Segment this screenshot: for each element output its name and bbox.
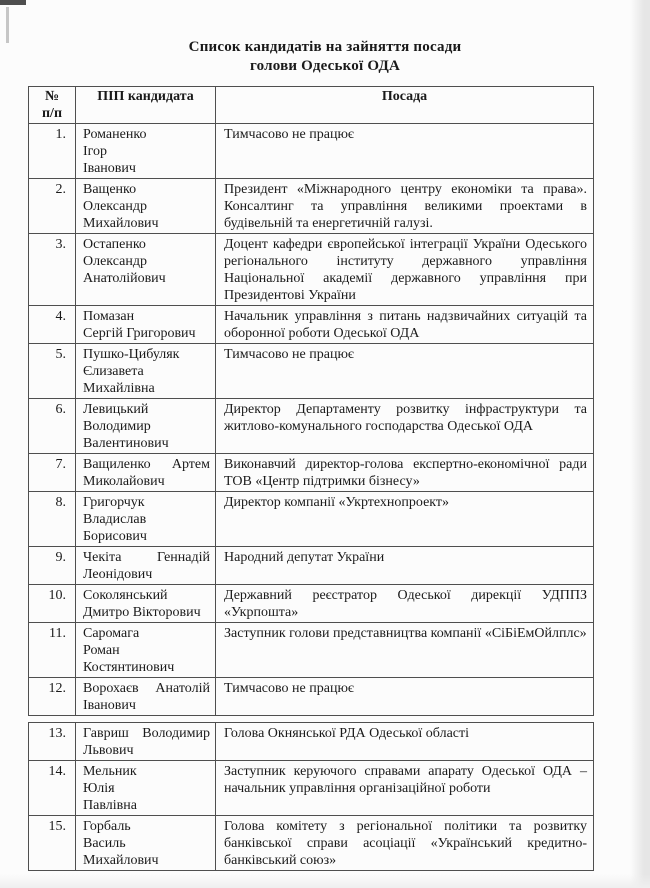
row-number: 1. <box>29 124 76 179</box>
rows-page1 <box>29 124 594 716</box>
name-line: Валентинович <box>83 436 169 451</box>
candidate-position: Директор компанії «Укртехнопроект» <box>216 492 594 547</box>
name-line: Григорчук <box>83 495 145 510</box>
row-number: 2. <box>29 179 76 234</box>
page-title-line2: голови Одеської ОДА <box>250 58 400 74</box>
page-title <box>0 0 650 76</box>
table-row <box>29 816 594 871</box>
name-line: Роман <box>83 643 120 658</box>
candidate-name <box>76 124 216 179</box>
header-num-line1: № <box>44 89 60 104</box>
name-line: Іванович <box>83 161 136 176</box>
header-num-line2: п/п <box>41 106 63 121</box>
candidate-position: Тимчасово не працює <box>216 124 594 179</box>
candidate-name <box>76 816 216 871</box>
row-number: 7. <box>29 454 76 492</box>
candidate-position: Державний реєстратор Одеської дирекції УДППЗ «Укрпошта» <box>216 585 594 623</box>
name-line: Пушко-Цибуляк <box>83 347 180 362</box>
header-position: Посада <box>216 87 594 124</box>
row-number: 9. <box>29 547 76 585</box>
name-line: Борисович <box>83 529 147 544</box>
row-number: 15. <box>29 816 76 871</box>
candidate-name <box>76 179 216 234</box>
row-number: 4. <box>29 306 76 344</box>
candidate-position: Тимчасово не працює <box>216 678 594 716</box>
name-line <box>83 549 210 566</box>
candidate-position: Народний депутат України <box>216 547 594 585</box>
candidate-name <box>76 234 216 306</box>
row-number: 11. <box>29 623 76 678</box>
candidate-name <box>76 306 216 344</box>
name-word: Анатолій <box>155 681 210 696</box>
candidate-name <box>76 399 216 454</box>
scan-artifact-mark <box>6 7 9 43</box>
table-row <box>29 454 594 492</box>
name-line: Леонідович <box>83 567 153 582</box>
table-header-row <box>29 87 594 124</box>
name-word: Володимир <box>142 726 210 741</box>
candidate-name <box>76 344 216 399</box>
table-row <box>29 761 594 816</box>
table-row <box>29 124 594 179</box>
name-line: Львович <box>83 743 134 758</box>
candidate-name <box>76 678 216 716</box>
name-line: Єлизавета <box>83 364 144 379</box>
name-line: Василь <box>83 836 126 851</box>
row-number: 12. <box>29 678 76 716</box>
name-line: Павлівна <box>83 798 137 813</box>
name-word: Чекіта <box>83 550 122 565</box>
table-row <box>29 547 594 585</box>
page-edge-shade <box>0 874 650 888</box>
name-line: Юлія <box>83 781 115 796</box>
name-line: Олександр <box>83 254 147 269</box>
candidate-position: Начальник управління з питань надзвичайних ситуацій та оборонної роботи Одеської ОДА <box>216 306 594 344</box>
name-line: Остапенко <box>83 237 146 252</box>
row-number: 14. <box>29 761 76 816</box>
name-line: Михайлович <box>83 853 159 868</box>
name-word: Геннадій <box>157 550 210 565</box>
name-line: Ігор <box>83 144 108 159</box>
candidate-position: Тимчасово не працює <box>216 344 594 399</box>
name-line <box>83 725 210 742</box>
row-number: 8. <box>29 492 76 547</box>
page-title-line1: Список кандидатів на зайняття посади <box>188 39 462 55</box>
candidate-name <box>76 547 216 585</box>
table-row <box>29 585 594 623</box>
candidate-position: Голова Окнянської РДА Одеської області <box>216 723 594 761</box>
name-line: Владислав <box>83 512 147 527</box>
table-row <box>29 234 594 306</box>
name-line: Дмитро Вікторович <box>83 605 201 620</box>
candidate-name <box>76 585 216 623</box>
table-row <box>29 306 594 344</box>
name-line: Володимир <box>83 419 151 434</box>
name-line: Іванович <box>83 698 136 713</box>
candidate-position: Доцент кафедри європейської інтеграції України Одеського регіонального інституту державного управління Національної академії державного управління при Президентові України <box>216 234 594 306</box>
name-word: Артем <box>171 457 210 472</box>
candidate-name <box>76 761 216 816</box>
table-row <box>29 623 594 678</box>
row-number: 5. <box>29 344 76 399</box>
name-line: Михайлівна <box>83 381 155 396</box>
row-number: 6. <box>29 399 76 454</box>
table-row <box>29 678 594 716</box>
name-line <box>83 680 210 697</box>
table-row <box>29 344 594 399</box>
name-line <box>83 456 210 473</box>
candidate-position: Директор Департаменту розвитку інфраструктури та житлово-комунального господарства Одеської ОДА <box>216 399 594 454</box>
name-line: Горбаль <box>83 819 131 834</box>
candidate-position: Заступник керуючого справами апарату Одеської ОДА – начальник управління організаційної роботи <box>216 761 594 816</box>
name-line: Олександр <box>83 199 147 214</box>
candidate-name <box>76 454 216 492</box>
table-row <box>29 492 594 547</box>
name-line: Мельник <box>83 764 137 779</box>
candidate-name <box>76 723 216 761</box>
name-line: Левицький <box>83 402 149 417</box>
name-word: Гавриш <box>83 726 129 741</box>
table-row <box>29 723 594 761</box>
row-number: 13. <box>29 723 76 761</box>
name-word: Ващиленко <box>83 457 151 472</box>
name-line: Помазан <box>83 309 135 324</box>
page-edge-shade <box>630 0 650 888</box>
name-line: Романенко <box>83 127 147 142</box>
name-word: Ворохаєв <box>83 681 139 696</box>
candidate-name <box>76 623 216 678</box>
table-row <box>29 179 594 234</box>
row-number: 10. <box>29 585 76 623</box>
candidate-name <box>76 492 216 547</box>
candidate-position: Заступник голови представництва компанії «СіБіЕмОйлплс» <box>216 623 594 678</box>
name-line: Ващенко <box>83 182 137 197</box>
row-number: 3. <box>29 234 76 306</box>
table-row <box>29 399 594 454</box>
candidate-position: Президент «Міжнародного центру економіки та права». Консалтинг та управління великими проектами в будівельній та енергетичній галузі. <box>216 179 594 234</box>
header-num <box>29 87 76 124</box>
name-line: Соколянський <box>83 588 168 603</box>
name-line: Анатолійович <box>83 271 166 286</box>
rows-page2 <box>29 723 594 871</box>
name-line: Сергій Григорович <box>83 326 196 341</box>
candidate-position: Виконавчий директор-голова експертно-економічної ради ТОВ «Центр підтримки бізнесу» <box>216 454 594 492</box>
header-candidate-name: ПІП кандидата <box>76 87 216 124</box>
candidates-table-page2 <box>28 722 594 871</box>
name-line: Саромага <box>83 626 140 641</box>
scan-artifact-mark <box>0 0 26 5</box>
name-line: Михайлович <box>83 216 159 231</box>
name-line: Костянтинович <box>83 660 175 675</box>
candidates-table-page1 <box>28 86 594 716</box>
name-line: Миколайович <box>83 474 165 489</box>
candidate-position: Голова комітету з регіональної політики та розвитку банківської справи асоціації «Український кредитно-банківський союз» <box>216 816 594 871</box>
